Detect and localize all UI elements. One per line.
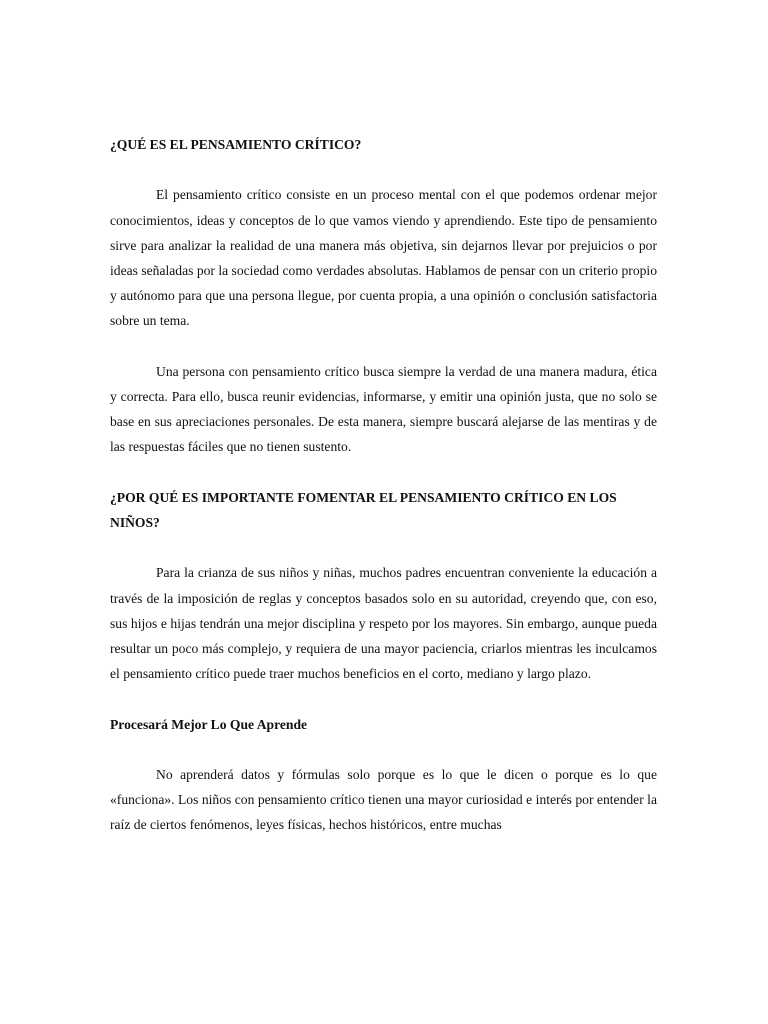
spacer: [110, 157, 657, 182]
paragraph-definition: El pensamiento crítico consiste en un proceso mental con el que podemos ordenar mejor conocimientos, ideas y conceptos de lo que vamos viendo y aprendiendo. Este tipo de pensamiento sirve para analizar la realidad de una manera más objetiva, sin dejarnos llevar por prejuicios o por ideas señaladas por la sociedad como verdades absolutas. Hablamos de pensar con un criterio propio y autónomo para que una persona llegue, por cuenta propia, a una opinión o conclusión satisfactoria sobre un tema.: [110, 187, 657, 329]
spacer: [110, 334, 657, 359]
paragraph-critical-person: Una persona con pensamiento crítico busca siempre la verdad de una manera madura, ética y correcta. Para ello, busca reunir evidencias, informarse, y emitir una opinión justa, que no solo se base en sus apreciaciones personales. De esta manera, siempre buscará alejarse de las mentiras y de las respuestas fáciles que no tienen sustento.: [110, 363, 657, 455]
spacer: [110, 737, 657, 762]
subsection-heading-processing: Procesará Mejor Lo Que Aprende: [110, 716, 308, 732]
document-page: [110, 132, 657, 838]
spacer: [110, 535, 657, 560]
spacer: [110, 686, 657, 711]
section-heading-what-is-critical-thinking: ¿QUÉ ES EL PENSAMIENTO CRÍTICO?: [110, 137, 362, 152]
spacer: [110, 460, 657, 485]
section-heading-why-important: ¿POR QUÉ ES IMPORTANTE FOMENTAR EL PENSAMIENTO CRÍTICO EN LOS NIÑOS?: [110, 489, 617, 530]
paragraph-parenting: Para la crianza de sus niños y niñas, muchos padres encuentran conveniente la educación a través de la imposición de reglas y conceptos basados solo en su autoridad, creyendo que, con eso, sus hijos e hijas tendrán una mejor disciplina y respeto por los mayores. Sin embargo, aunque pueda resultar un poco más complejo, y requiera de una mayor paciencia, criarlos mientras les inculcamos el pensamiento crítico puede traer muchos beneficios en el corto, mediano y largo plazo.: [110, 565, 657, 682]
paragraph-learning: No aprenderá datos y fórmulas solo porque es lo que le dicen o porque es lo que «funciona». Los niños con pensamiento crítico tienen una mayor curiosidad e interés por entender la raíz de ciertos fenómenos, leyes físicas, hechos históricos, entre muchas: [110, 766, 657, 833]
